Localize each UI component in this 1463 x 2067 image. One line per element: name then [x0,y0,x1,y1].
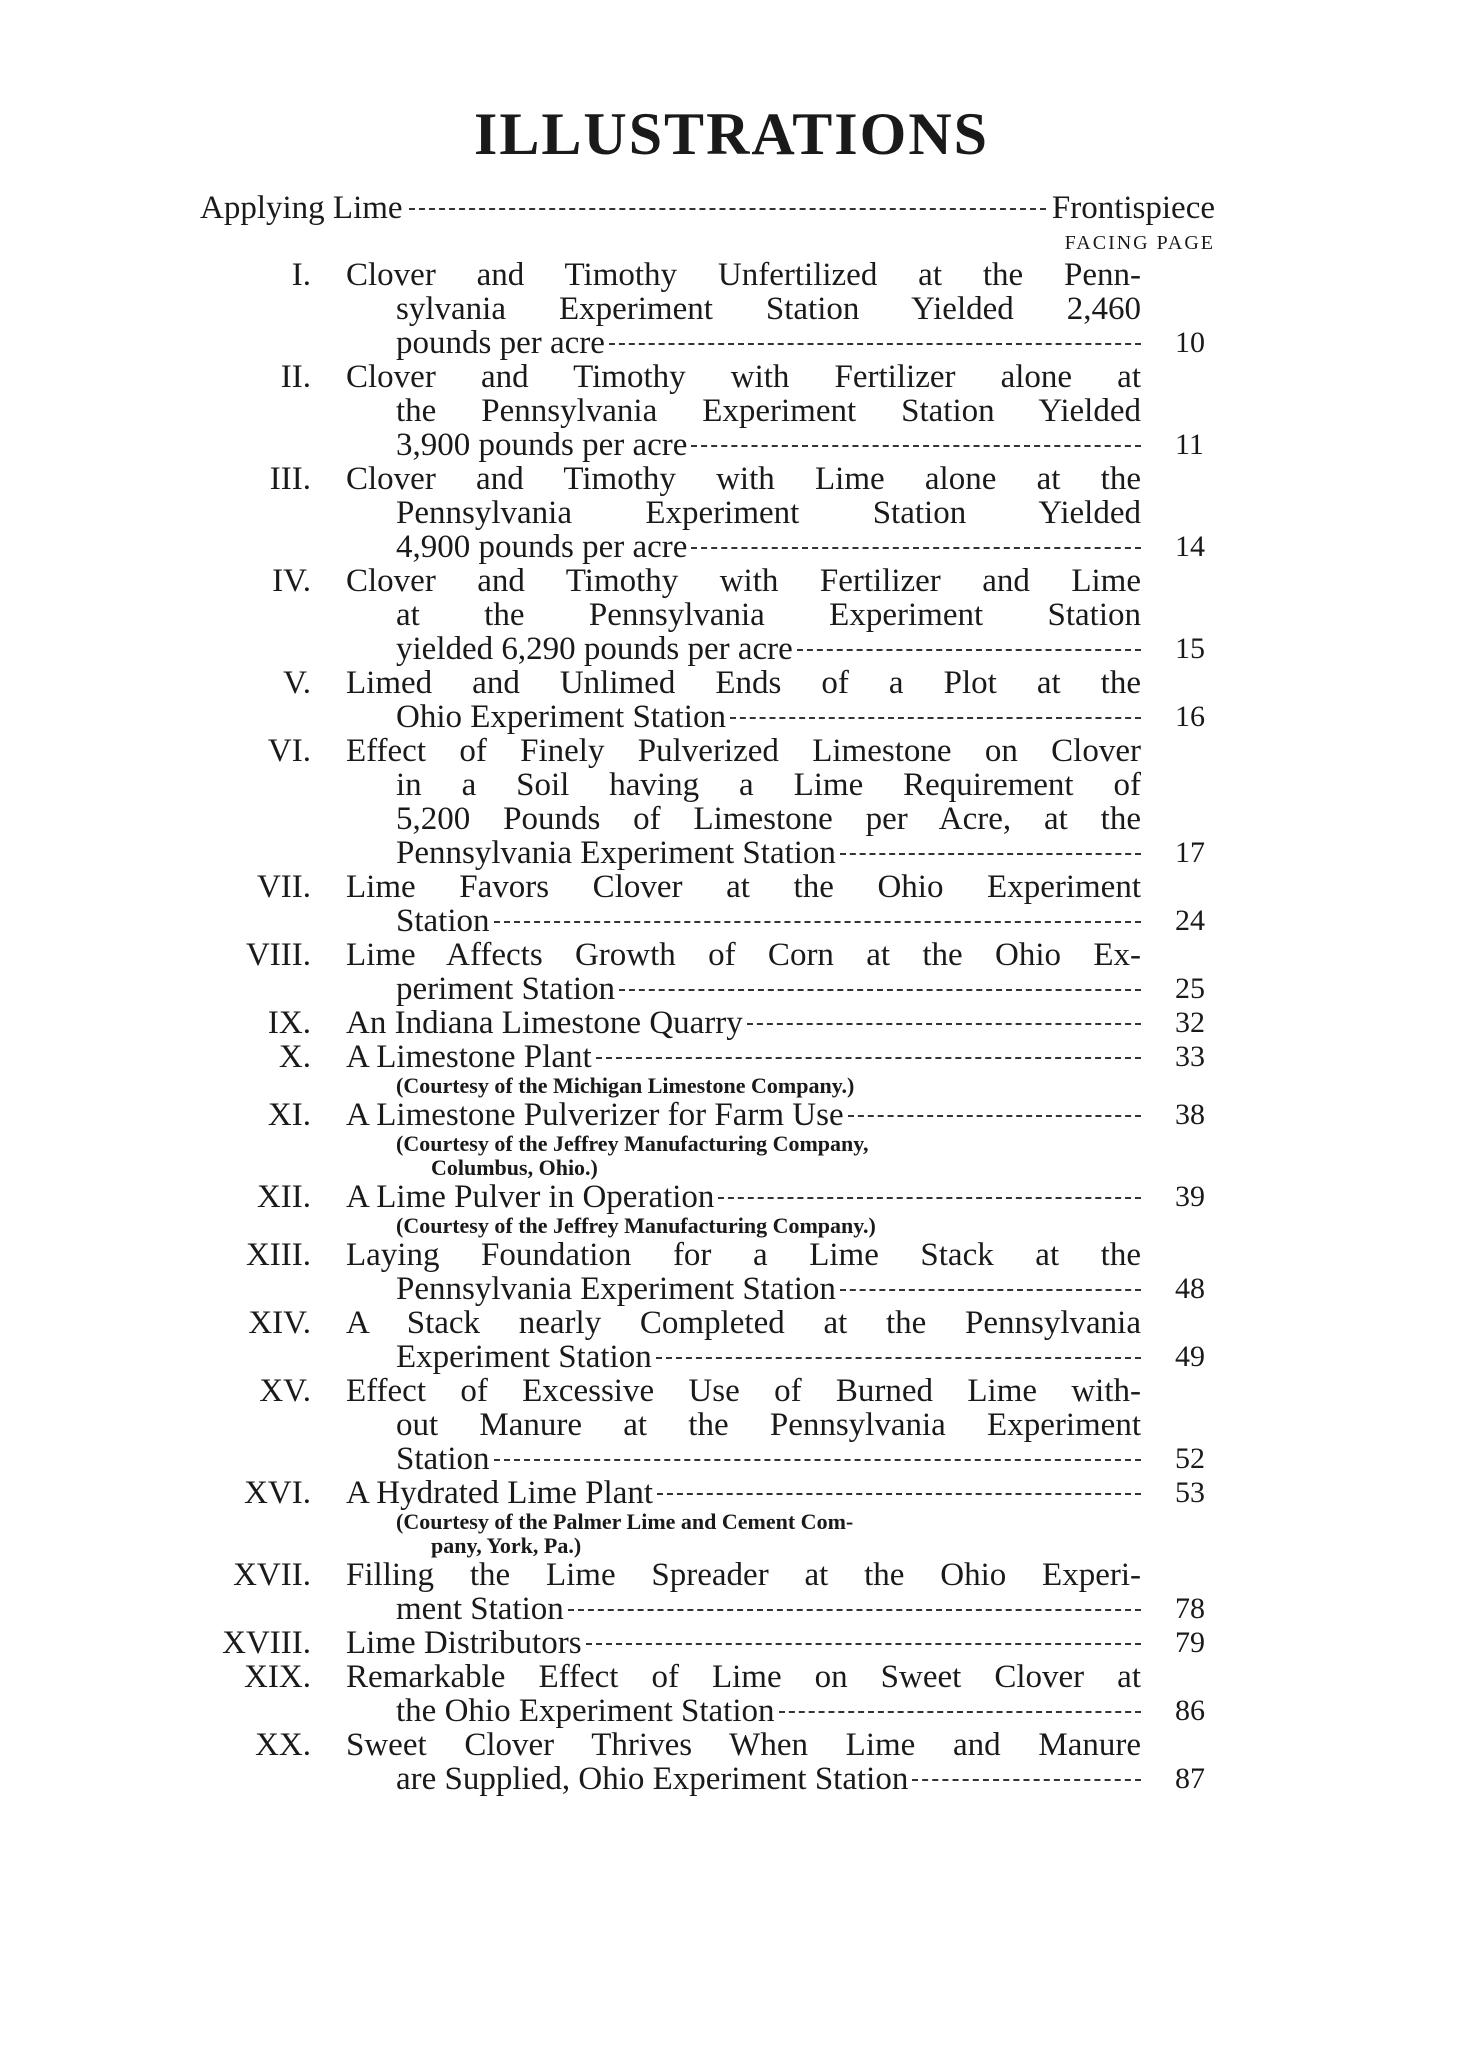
entry-numeral: III. [269,461,311,497]
entry-body [346,666,1141,734]
entry-title-tail: 3,900 pounds per acre [396,427,688,463]
entry-title-line: Pennsylvania Experiment Station Yielded [396,495,1141,531]
courtesy-note: (Courtesy of the Jeffrey Manufacturing Company.) [396,1213,876,1238]
entry-last-line [346,1626,1141,1660]
entry-body [346,734,1141,870]
illustration-entry [0,1728,1463,1796]
entry-last-line [396,1272,1141,1306]
page-title: ILLUSTRATIONS [473,101,990,167]
entry-numeral: V. [283,665,311,701]
facing-page-header: FACING PAGE [1064,232,1215,254]
entry-title-line: out Manure at the Pennsylvania Experiment [396,1407,1141,1443]
dot-leader [797,649,1141,651]
entry-title-tail: periment Station [396,971,616,1007]
dot-leader [747,1023,1141,1025]
frontispiece-entry [200,190,1215,227]
entry-numeral: VI. [267,733,311,769]
entry-body [346,1180,1141,1238]
dot-leader [596,1057,1141,1059]
entry-body [346,360,1141,462]
entry-title-tail: are Supplied, Ohio Experiment Station [396,1761,909,1797]
entry-title-tail: Ohio Experiment Station [396,699,726,735]
entry-numeral: XI. [267,1097,311,1133]
dot-leader [691,445,1141,447]
entry-title-tail: ment Station [396,1591,564,1627]
entry-last-line [396,1340,1141,1374]
page-number: 87 [1175,1762,1205,1795]
frontispiece-label: Applying Lime [200,190,403,226]
dot-leader [494,921,1141,923]
entry-title-tail: Lime Distributors [346,1625,582,1661]
entry-body [346,938,1141,1006]
entry-title-line: the Pennsylvania Experiment Station Yielded [396,393,1141,429]
courtesy-note: (Courtesy of the Jeffrey Manufacturing Company, [396,1131,869,1156]
dot-leader [848,1115,1141,1117]
entry-title-line: 5,200 Pounds of Limestone per Acre, at the [396,801,1141,837]
illustration-entry [0,1558,1463,1626]
entry-last-line [396,1762,1141,1796]
entry-title-line: Sweet Clover Thrives When Lime and Manure [346,1727,1141,1763]
illustration-entry [0,1006,1463,1040]
entry-numeral: XVIII. [222,1625,311,1661]
entry-body [346,258,1141,360]
entry-title-tail: Station [396,903,490,939]
entry-body [346,1626,1141,1660]
entry-title-line: Clover and Timothy Unfertilized at the Penn- [346,257,1141,293]
entry-last-line [346,1476,1141,1510]
entry-last-line [346,1006,1141,1040]
entry-title-tail: yielded 6,290 pounds per acre [396,631,793,667]
illustration-entry [0,1040,1463,1098]
entry-numeral: IV. [272,563,311,599]
entry-last-line [396,1442,1141,1476]
entry-title-line: Effect of Finely Pulverized Limestone on Clover [346,733,1141,769]
illustration-entry [0,1180,1463,1238]
entry-title-tail: Pennsylvania Experiment Station [396,1271,836,1307]
entry-numeral: I. [291,257,311,293]
entry-title-tail: A Limestone Plant [346,1039,592,1075]
page-number: 25 [1175,972,1205,1005]
page-number: 79 [1175,1626,1205,1659]
entry-last-line [396,904,1141,938]
entry-title-tail: pounds per acre [396,325,605,361]
illustration-entry [0,666,1463,734]
entry-numeral: XII. [256,1179,311,1215]
illustration-entry [0,1098,1463,1180]
entry-last-line [346,1098,1141,1132]
page-number: 14 [1175,530,1205,563]
entry-title-tail: Pennsylvania Experiment Station [396,835,836,871]
entry-numeral: II. [280,359,311,395]
entry-last-line [396,972,1141,1006]
entry-title-line: Clover and Timothy with Fertilizer alone at [346,359,1141,395]
dot-leader [840,853,1141,855]
illustration-entry [0,1238,1463,1306]
dot-leader [609,343,1141,345]
entry-body [346,1238,1141,1306]
dot-leader [656,1357,1141,1359]
illustration-entry [0,734,1463,870]
entry-title-line: in a Soil having a Lime Requirement of [396,767,1141,803]
entry-body [346,564,1141,666]
entry-title-line: sylvania Experiment Station Yielded 2,460 [396,291,1141,327]
dot-leader [586,1643,1141,1645]
entry-title-line: Clover and Timothy with Lime alone at the [346,461,1141,497]
dot-leader [619,989,1141,991]
entry-title-tail: A Limestone Pulverizer for Farm Use [346,1097,844,1133]
entry-title-line: Filling the Lime Spreader at the Ohio Experi- [346,1557,1141,1593]
dot-leader [657,1493,1141,1495]
entry-numeral: XIX. [244,1659,311,1695]
courtesy-note: pany, York, Pa.) [431,1533,582,1558]
dot-leader [840,1289,1141,1291]
entry-last-line [396,326,1141,360]
page-number: 86 [1175,1694,1205,1727]
entry-title-tail: A Hydrated Lime Plant [346,1475,654,1511]
entry-title-line: Lime Favors Clover at the Ohio Experiment [346,869,1141,905]
page-number: 53 [1175,1476,1205,1509]
entry-numeral: XV. [259,1373,311,1409]
illustration-list [0,258,1463,1796]
frontispiece-target: Frontispiece [1051,190,1215,226]
entry-body [346,870,1141,938]
entry-numeral: XX. [255,1727,311,1763]
dot-leader [779,1711,1141,1713]
entry-title-tail: 4,900 pounds per acre [396,529,688,565]
dot-leader [568,1609,1141,1611]
illustration-entry [0,870,1463,938]
dot-leader [912,1779,1141,1781]
illustration-entry [0,564,1463,666]
entry-body [346,1306,1141,1374]
dot-leader [730,717,1141,719]
entry-numeral: XIV. [248,1305,311,1341]
entry-body [346,1476,1141,1558]
page-number: 15 [1175,632,1205,665]
page-number: 16 [1175,700,1205,733]
entry-numeral: VIII. [245,937,311,973]
entry-title-line: Clover and Timothy with Fertilizer and Lime [346,563,1141,599]
entry-title-line: Lime Affects Growth of Corn at the Ohio Ex- [346,937,1141,973]
entry-title-tail: An Indiana Limestone Quarry [346,1005,743,1041]
entry-body [346,462,1141,564]
entry-numeral: IX. [267,1005,311,1041]
page-number: 52 [1175,1442,1205,1475]
entry-last-line [396,428,1141,462]
entry-body [346,1098,1141,1180]
entry-body [346,1728,1141,1796]
entry-body [346,1040,1141,1098]
entry-body [346,1558,1141,1626]
illustration-entry [0,360,1463,462]
illustration-entry [0,1626,1463,1660]
entry-numeral: VII. [256,869,311,905]
dot-leader [718,1197,1141,1199]
dot-leader [494,1459,1141,1461]
page-number: 33 [1175,1040,1205,1073]
entry-numeral: XVI. [244,1475,311,1511]
entry-numeral: XVII. [233,1557,311,1593]
entry-numeral: XIII. [245,1237,311,1273]
entry-title-line: Laying Foundation for a Lime Stack at the [346,1237,1141,1273]
illustration-entry [0,258,1463,360]
dot-leader [691,547,1141,549]
page-number: 38 [1175,1098,1205,1131]
entry-last-line [396,700,1141,734]
illustration-entry [0,1374,1463,1476]
entry-last-line [396,1694,1141,1728]
entry-last-line [346,1180,1141,1214]
page-number: 39 [1175,1180,1205,1213]
page-number: 17 [1175,836,1205,869]
page-number: 32 [1175,1006,1205,1039]
page-number: 24 [1175,904,1205,937]
entry-title-line: Remarkable Effect of Lime on Sweet Clover at [346,1659,1141,1695]
entry-title-tail: A Lime Pulver in Operation [346,1179,715,1215]
entry-title-tail: Experiment Station [396,1339,652,1375]
entry-title-tail: Station [396,1441,490,1477]
entry-title-line: at the Pennsylvania Experiment Station [396,597,1141,633]
page-number: 49 [1175,1340,1205,1373]
entry-title-line: A Stack nearly Completed at the Pennsylvania [346,1305,1141,1341]
illustration-entry [0,938,1463,1006]
entry-body [346,1660,1141,1728]
courtesy-note: (Courtesy of the Michigan Limestone Company.) [396,1073,855,1098]
entry-last-line [396,836,1141,870]
page-number: 10 [1175,326,1205,359]
illustration-entry [0,1306,1463,1374]
courtesy-note: (Courtesy of the Palmer Lime and Cement Com- [396,1509,854,1534]
entry-numeral: X. [278,1039,311,1075]
entry-last-line [346,1040,1141,1074]
entry-last-line [396,1592,1141,1626]
dot-leader [409,208,1046,210]
entry-last-line [396,530,1141,564]
page-number: 48 [1175,1272,1205,1305]
illustration-entry [0,462,1463,564]
entry-title-line: Effect of Excessive Use of Burned Lime with- [346,1373,1141,1409]
courtesy-note: Columbus, Ohio.) [431,1155,598,1180]
entry-body [346,1374,1141,1476]
illustration-entry [0,1476,1463,1558]
entry-title-line: Limed and Unlimed Ends of a Plot at the [346,665,1141,701]
page-number: 78 [1175,1592,1205,1625]
illustration-entry [0,1660,1463,1728]
entry-title-tail: the Ohio Experiment Station [396,1693,775,1729]
entry-body [346,1006,1141,1040]
entry-last-line [396,632,1141,666]
page-number: 11 [1175,428,1204,461]
